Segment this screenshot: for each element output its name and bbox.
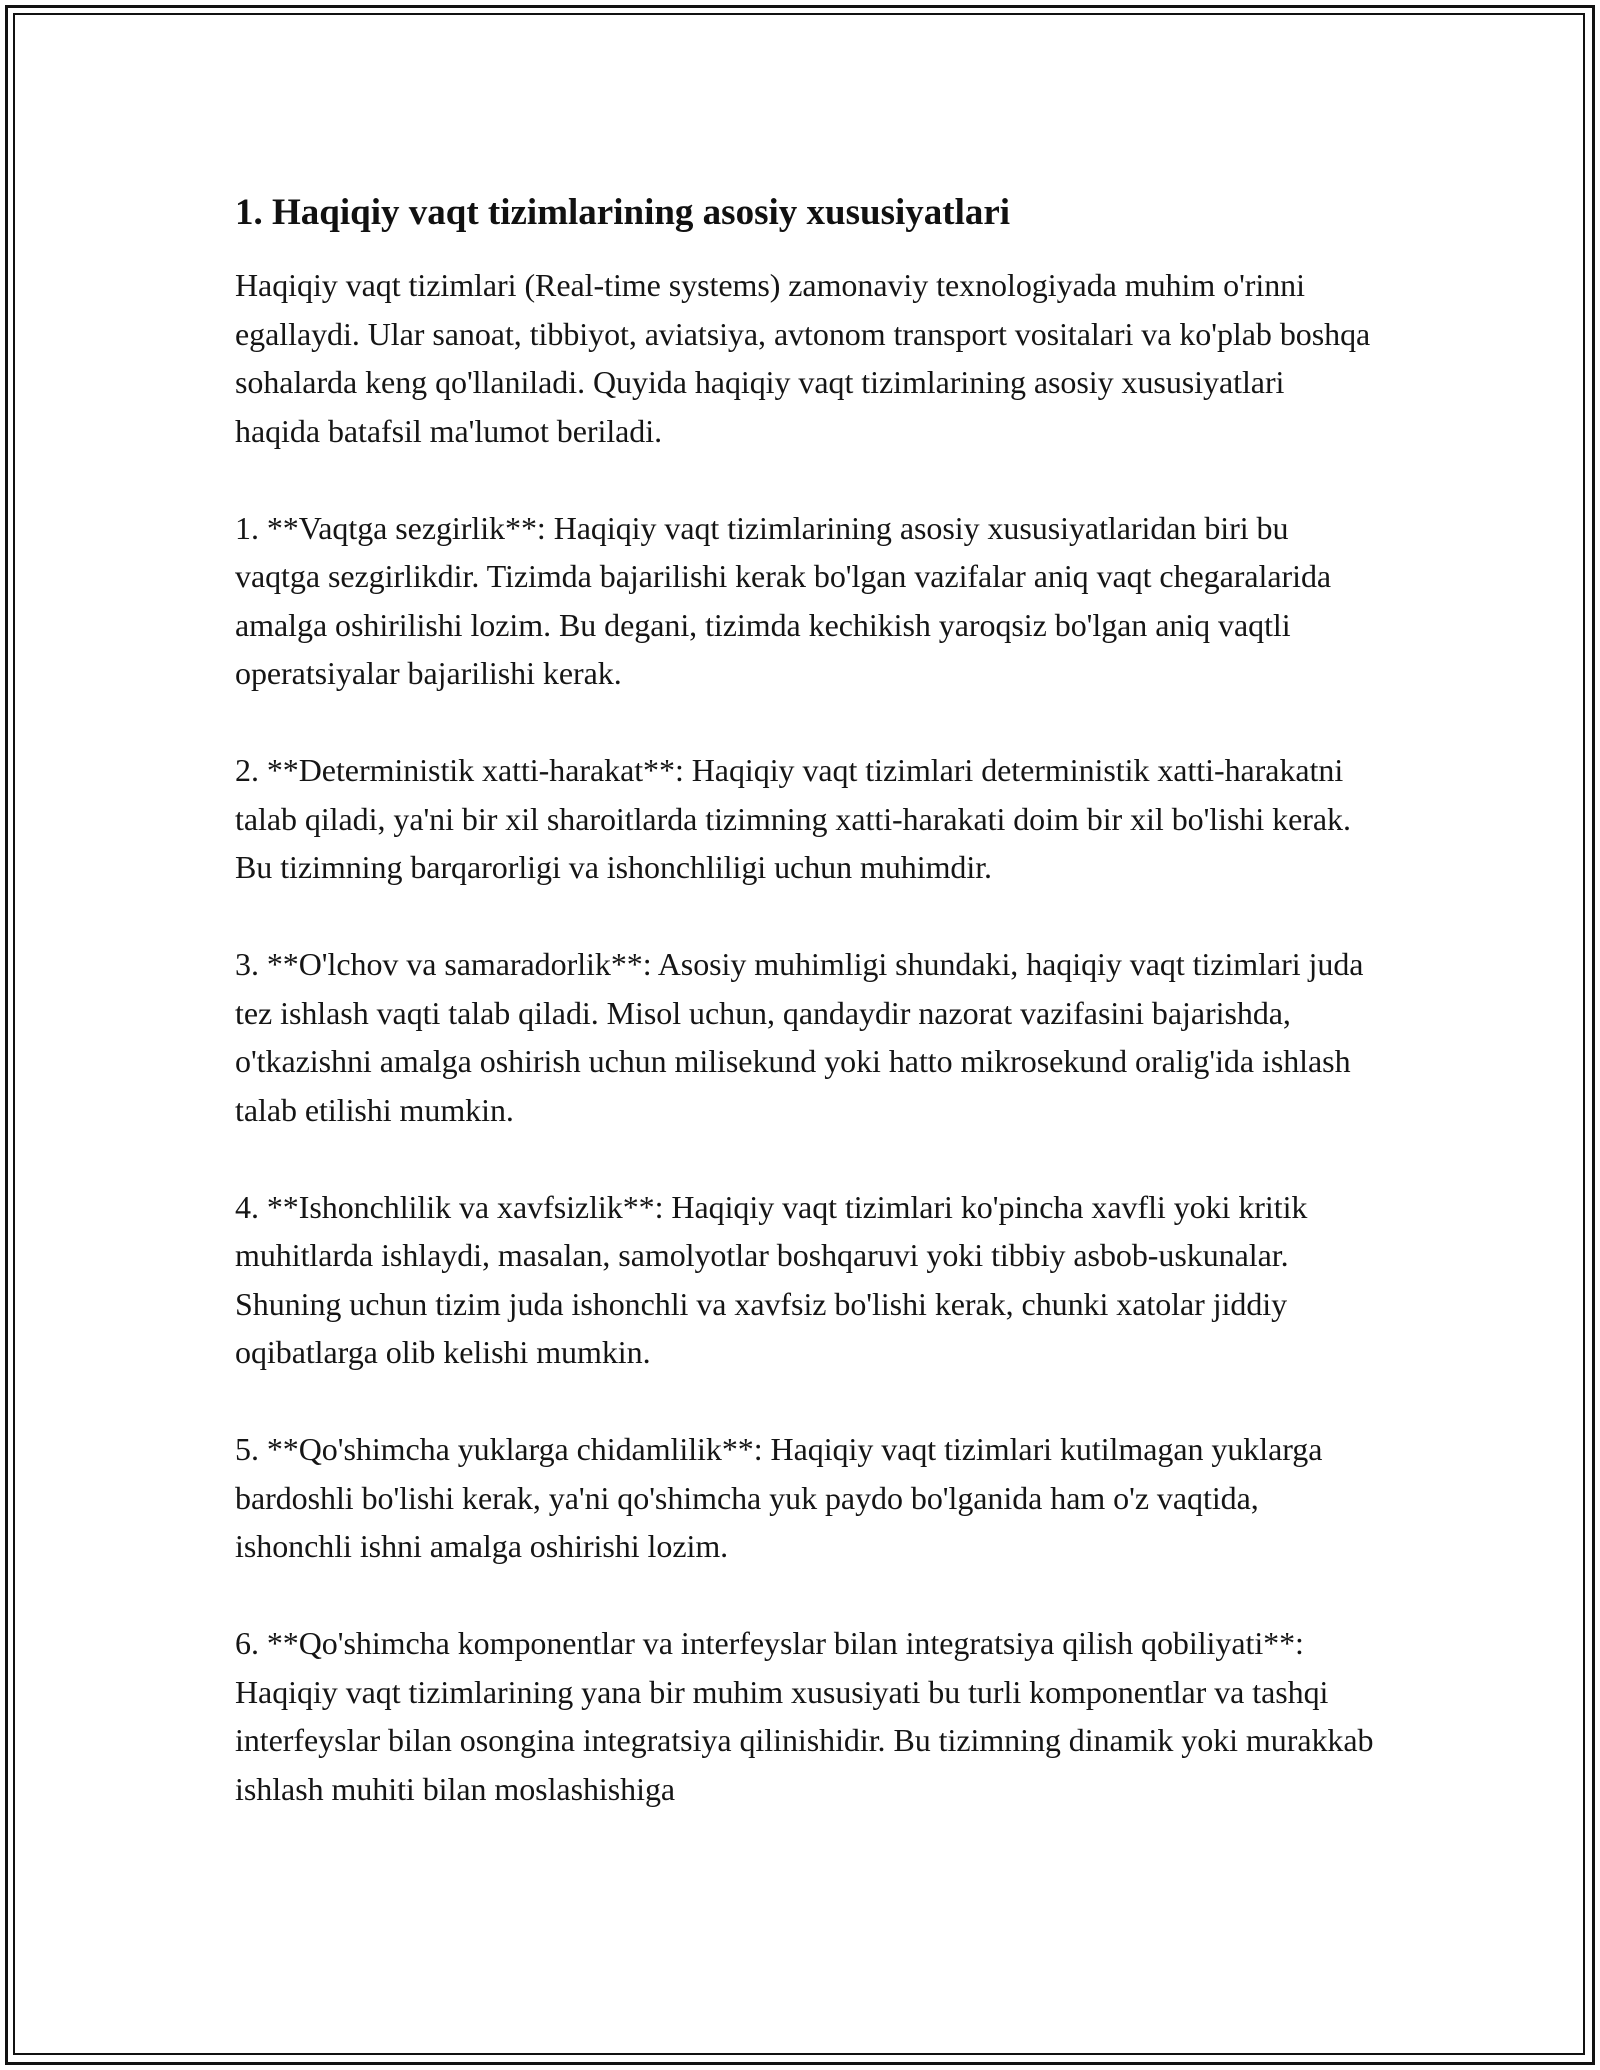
intro-paragraph: Haqiqiy vaqt tizimlari (Real-time systems) zamonaviy texnologiyada muhim o'rinni egallaydi. Ular sanoat, tibbiyot, aviatsiya, avtonom transport vositalari va ko'plab boshqa sohalarda keng qo'llaniladi. Quyida haqiqiy vaqt tizimlarining asosiy xususiyatlari haqida batafsil ma'lumot beriladi. (235, 267, 1371, 449)
document-body (235, 188, 1375, 1813)
section-heading: 1. Haqiqiy vaqt tizimlarining asosiy xususiyatlari (235, 192, 1011, 233)
list-item-integration: 6. **Qo'shimcha komponentlar va interfeyslar bilan integratsiya qilish qobiliyati**: Haqiqiy vaqt tizimlarining yana bir muhim xususiyati bu turli komponentlar va tashqi interfeyslar bilan osongina integratsiya qilinishidir. Bu tizimning dinamik yoki murakkab ishlash muhiti bilan moslashishiga (235, 1625, 1374, 1807)
list-item-load-tolerance: 5. **Qo'shimcha yuklarga chidamlilik**: Haqiqiy vaqt tizimlari kutilmagan yuklarga bardoshli bo'lishi kerak, ya'ni qo'shimcha yuk paydo bo'lganida ham o'z vaqtida, ishonchli ishni amalga oshirishi lozim. (235, 1431, 1323, 1564)
list-item-time-sensitivity: 1. **Vaqtga sezgirlik**: Haqiqiy vaqt tizimlarining asosiy xususiyatlaridan biri bu vaqtga sezgirlikdir. Tizimda bajarilishi kerak bo'lgan vazifalar aniq vaqt chegaralarida amalga oshirilishi lozim. Bu degani, tizimda kechikish yaroqsiz bo'lgan aniq vaqtli operatsiyalar bajarilishi kerak. (235, 509, 1332, 691)
list-item-reliability-safety: 4. **Ishonchlilik va xavfsizlik**: Haqiqiy vaqt tizimlari ko'pincha xavfli yoki kritik muhitlarda ishlaydi, masalan, samolyotlar boshqaruvi yoki tibbiy asbob-uskunalar. Shuning uchun tizim juda ishonchli va xavfsiz bo'lishi kerak, chunki xatolar jiddiy oqibatlarga olib kelishi mumkin. (235, 1188, 1308, 1370)
list-item-performance: 3. **O'lchov va samaradorlik**: Asosiy muhimligi shundaki, haqiqiy vaqt tizimlari juda tez ishlash vaqti talab qiladi. Misol uchun, qandaydir nazorat vazifasini bajarishda, o'tkazishni amalga oshirish uchun milisekund yoki hatto mikrosekund oralig'ida ishlash talab etilishi mumkin. (235, 946, 1364, 1128)
list-item-deterministic-behavior: 2. **Deterministik xatti-harakat**: Haqiqiy vaqt tizimlari deterministik xatti-harakatni talab qiladi, ya'ni bir xil sharoitlarda tizimning xatti-harakati doim bir xil bo'lishi kerak. Bu tizimning barqarorligi va ishonchliligi uchun muhimdir. (235, 752, 1351, 885)
